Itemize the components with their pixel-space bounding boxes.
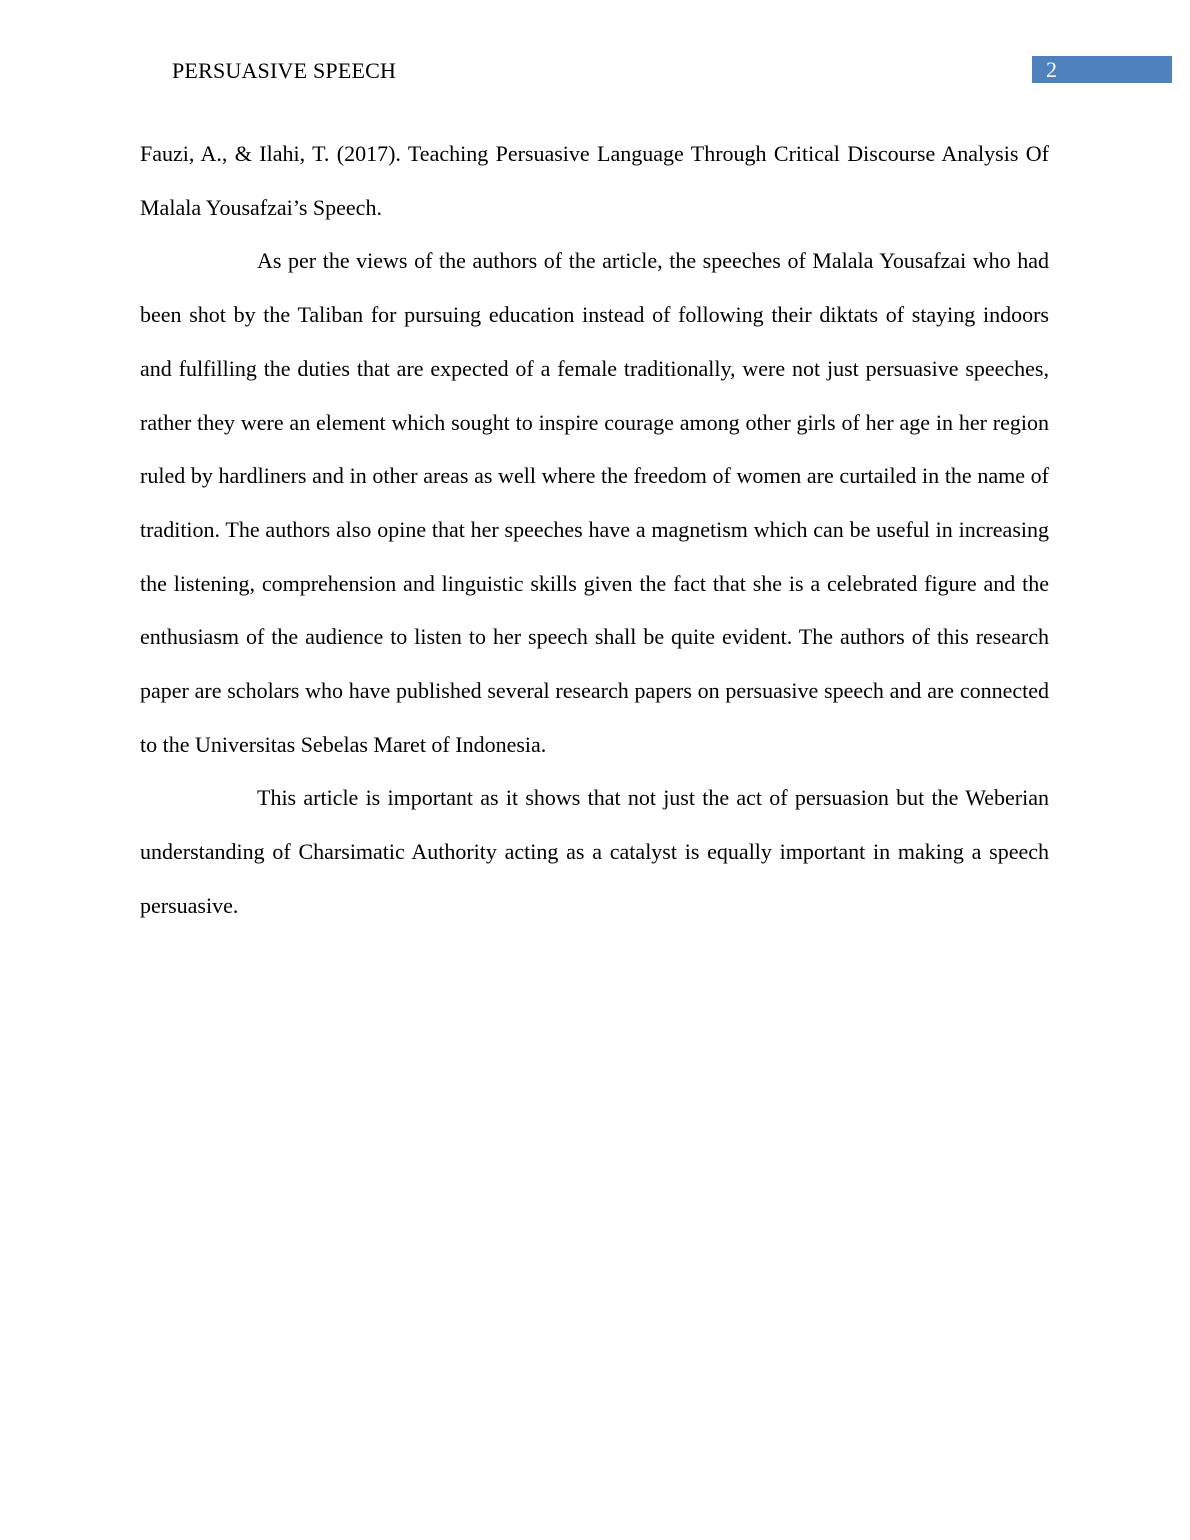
citation: Fauzi, A., & Ilahi, T. (2017). Teaching Persuasive Language Through Critical Discourse Analysis Of Malala Yousafzai’s Speech. (140, 141, 1049, 220)
paragraph-importance: This article is important as it shows that not just the act of persuasion but the Weberian understanding of Charsimatic Authority acting as a catalyst is equally important in making a speech persuasive. (140, 785, 1049, 918)
page-number-box (1032, 56, 1172, 83)
page-number: 2 (1046, 57, 1057, 82)
paragraph-summary: As per the views of the authors of the article, the speeches of Malala Yousafzai who had been shot by the Taliban for pursuing education instead of following their diktats of staying indoors and fulfilling the duties that are expected of a female traditionally, were not just persuasive speeches, rather they were an element which sought to inspire courage among other girls of her age in her region ruled by hardliners and in other areas as well where the freedom of women are curtailed in the name of tradition. The authors also opine that her speeches have a magnetism which can be useful in increasing the listening, comprehension and linguistic skills given the fact that she is a celebrated figure and the enthusiasm of the audience to listen to her speech shall be quite evident. The authors of this research paper are scholars who have published several research papers on persuasive speech and are connected to the Universitas Sebelas Maret of Indonesia. (140, 248, 1049, 757)
document-body (140, 127, 1049, 933)
running-head: PERSUASIVE SPEECH (172, 58, 397, 83)
